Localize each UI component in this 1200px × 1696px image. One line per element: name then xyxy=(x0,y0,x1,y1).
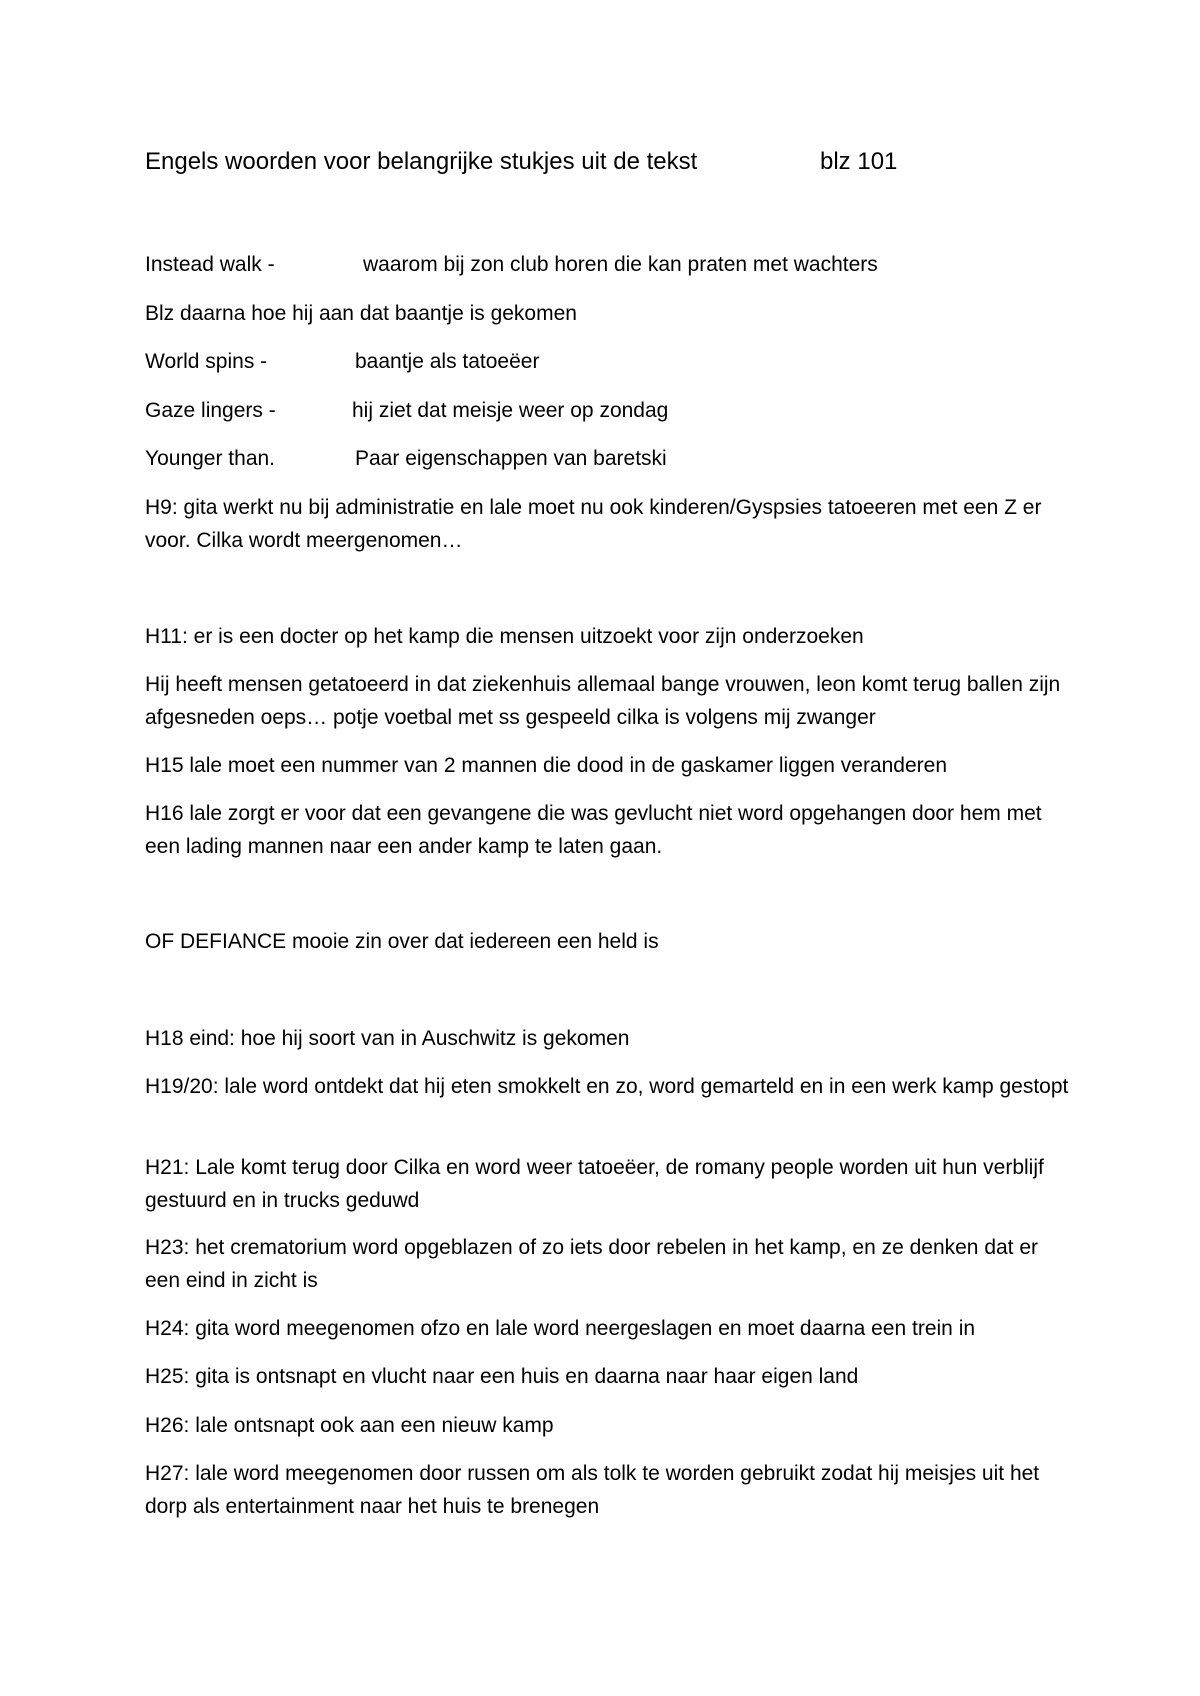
document-title: Engels woorden voor belangrijke stukjes uit de tekst xyxy=(145,148,698,175)
word-pair-meaning: waarom bij zon club horen die kan praten met wachters xyxy=(363,253,878,276)
word-pair-meaning: Paar eigenschappen van baretski xyxy=(355,447,667,470)
word-pair-meaning: hij ziet dat meisje weer op zondag xyxy=(352,399,669,422)
page-reference: blz 101 xyxy=(820,148,898,175)
word-pair-meaning: baantje als tatoeëer xyxy=(355,350,540,373)
summary-paragraph: H18 eind: hoe hij soort van in Auschwitz is gekomen xyxy=(145,1027,630,1050)
summary-paragraph: Hij heeft mensen getatoeerd in dat ziekenhuis allemaal bange vrouwen, leon komt terug ballen zijn afgesneden oeps… potje voetbal met ss gespeeld cilka is volgens mij zwanger xyxy=(145,673,1061,729)
summary-paragraph: H16 lale zorgt er voor dat een gevangene die was gevlucht niet word opgehangen door hem met een lading mannen naar een ander kamp te laten gaan. xyxy=(145,802,1042,858)
summary-paragraph: OF DEFIANCE mooie zin over dat iedereen een held is xyxy=(145,930,659,953)
summary-paragraph: H26: lale ontsnapt ook aan een nieuw kamp xyxy=(145,1414,554,1437)
word-pair-term: Blz daarna hoe hij aan dat baantje is gekomen xyxy=(145,302,577,325)
word-pair-term: Younger than. xyxy=(145,447,276,470)
summary-paragraph: H24: gita word meegenomen ofzo en lale word neergeslagen en moet daarna een trein in xyxy=(145,1317,976,1340)
word-pair-term: World spins - xyxy=(145,350,268,373)
summary-paragraph: H19/20: lale word ontdekt dat hij eten smokkelt en zo, word gemarteld en in een werk kamp gestopt xyxy=(145,1075,1069,1098)
summary-paragraph: H23: het crematorium word opgeblazen of zo iets door rebelen in het kamp, en ze denken dat er een eind in zicht is xyxy=(145,1236,1039,1292)
summary-paragraph: H21: Lale komt terug door Cilka en word weer tatoeëer, de romany people worden uit hun verblijf gestuurd en in trucks geduwd xyxy=(145,1156,1044,1212)
word-pair-term: Gaze lingers - xyxy=(145,399,276,422)
summary-paragraph: H27: lale word meegenomen door russen om als tolk te worden gebruikt zodat hij meisjes uit het dorp als entertainment naar het huis te brenegen xyxy=(145,1462,1040,1518)
summary-paragraph: H25: gita is ontsnapt en vlucht naar een huis en daarna naar haar eigen land xyxy=(145,1365,859,1388)
summary-paragraph: H9: gita werkt nu bij administratie en lale moet nu ook kinderen/Gyspsies tatoeeren met een Z er voor. Cilka wordt meergenomen… xyxy=(145,496,1042,552)
word-pair-term: Instead walk - xyxy=(145,253,275,276)
summary-paragraph: H15 lale moet een nummer van 2 mannen die dood in de gaskamer liggen veranderen xyxy=(145,754,947,777)
summary-paragraph: H11: er is een docter op het kamp die mensen uitzoekt voor zijn onderzoeken xyxy=(145,625,864,648)
